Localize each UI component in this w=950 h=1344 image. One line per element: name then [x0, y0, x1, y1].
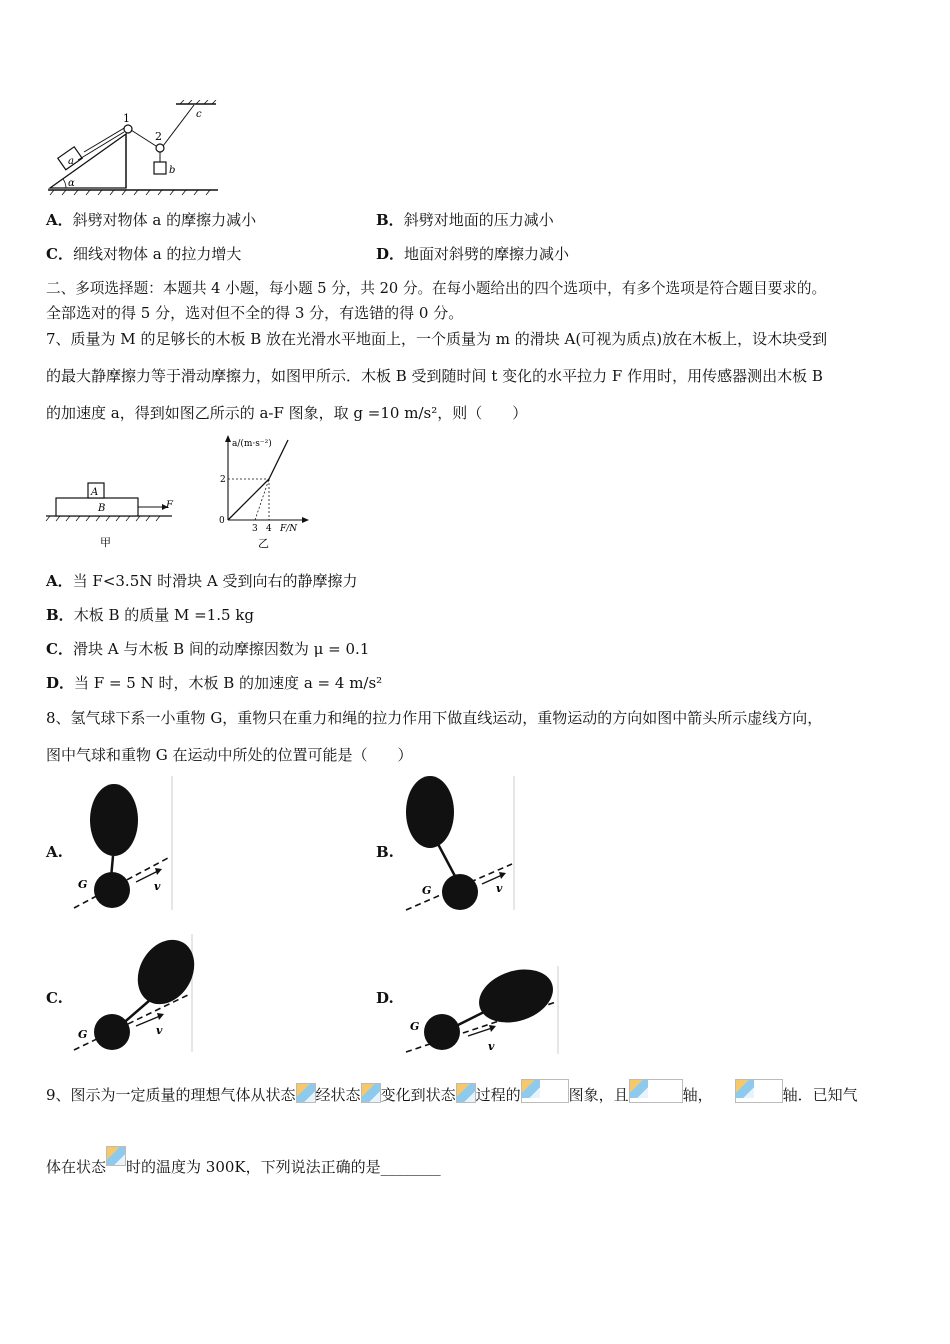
q6-option-c[interactable]: [46, 244, 241, 264]
broken-image-icon: [456, 1083, 476, 1103]
q7-option-a[interactable]: [46, 571, 358, 591]
q6-option-b[interactable]: [376, 210, 554, 230]
q8-line1: 8、氢气球下系一小重物 G，重物只在重力和绳的拉力作用下做直线运动，重物运动的方向如图中箭头所示虚线方向，: [46, 709, 823, 727]
option-text: 细线对物体 a 的拉力增大: [72, 245, 242, 263]
option-label: A．: [46, 572, 73, 590]
q8c-v-label: v: [156, 1024, 163, 1037]
q8a-g-label: G: [78, 878, 88, 891]
q6-label-a: a: [68, 156, 74, 167]
q8a-v-label: v: [154, 880, 161, 893]
q9-text-1: 9、图示为一定质量的理想气体从状态: [46, 1086, 296, 1104]
broken-image-icon: [361, 1083, 381, 1103]
option-text: 当 F<3.5N 时滑块 A 受到向右的静摩擦力: [72, 572, 358, 590]
q8c-g-label: G: [78, 1028, 88, 1041]
q6-label-alpha: α: [68, 178, 75, 189]
q6-label-2: 2: [155, 130, 162, 143]
q9-line2: [46, 1146, 441, 1186]
q9-text-9: 时的温度为 300K，下列说法正确的是________: [126, 1158, 441, 1176]
q7-option-d[interactable]: [46, 673, 382, 693]
option-text: 地面对斜劈的摩擦力减小: [404, 245, 570, 263]
q9-text-2: 经状态: [315, 1086, 361, 1104]
q7-option-c[interactable]: [46, 639, 369, 659]
q7-label-a: A: [91, 487, 99, 498]
q8b-v-label: v: [496, 882, 503, 895]
option-label: C．: [46, 245, 73, 263]
q6-label-b: b: [169, 165, 176, 176]
q8-option-c-label[interactable]: C.: [46, 989, 63, 1007]
option-label: D．: [46, 674, 75, 692]
option-text: 滑块 A 与木板 B 间的动摩擦因数为 μ = 0.1: [72, 640, 370, 658]
q9-text-6: 轴，: [682, 1086, 713, 1104]
broken-image-icon: [629, 1079, 683, 1103]
option-label: B．: [46, 606, 74, 624]
q8d-v-label: v: [488, 1040, 495, 1053]
section2-line2: 全部选对的得 5 分，选对但不全的得 3 分，有选错的得 0 分。: [46, 304, 464, 322]
q9-line1: [46, 1075, 858, 1115]
q7-x-tick2: 4: [266, 524, 272, 534]
q9-text-5: 图象，且: [568, 1086, 629, 1104]
broken-image-icon: [296, 1083, 316, 1103]
option-text: 斜劈对地面的压力减小: [403, 211, 554, 229]
q7-line1: 7、质量为 M 的足够长的木板 B 放在光滑水平地面上，一个质量为 m 的滑块 A(可视为质点)放在木板上，设木块受到: [46, 330, 828, 348]
q7-label-b: B: [98, 503, 106, 514]
q8-figure-a[interactable]: [72, 776, 176, 912]
section2-line1: 二、多项选择题：本题共 4 小题，每小题 5 分，共 20 分。在每小题给出的四个选项中，有多个选项是符合题目要求的。: [46, 280, 827, 297]
q8-option-a-label[interactable]: A.: [46, 843, 63, 861]
q7-x-tick1: 3: [252, 524, 258, 534]
q9-text-3: 变化到状态: [380, 1086, 456, 1104]
q6-option-d[interactable]: [376, 244, 569, 264]
q7-figure-jia: [44, 478, 184, 550]
option-label: C．: [46, 640, 73, 658]
option-text: 木板 B 的质量 M =1.5 kg: [73, 606, 255, 624]
q9-text-7: 轴．已知气: [782, 1086, 858, 1104]
option-label: B．: [376, 211, 404, 229]
q7-line3: 的加速度 a，得到如图乙所示的 a-F 图象，取 g =10 m/s²，则（ ）: [46, 404, 528, 422]
option-text: 斜劈对物体 a 的摩擦力减小: [72, 211, 257, 229]
broken-image-icon: [735, 1079, 783, 1103]
q7-label-f: F: [166, 500, 173, 511]
option-label: A．: [46, 211, 73, 229]
option-text: 当 F = 5 N 时，木板 B 的加速度 a = 4 m/s²: [74, 674, 383, 692]
q7-caption-yi: 乙: [258, 537, 269, 550]
q6-label-c: c: [196, 109, 202, 120]
q8-line2: 图中气球和重物 G 在运动中所处的位置可能是（ ）: [46, 746, 413, 764]
broken-image-icon: [521, 1079, 569, 1103]
option-label: D．: [376, 245, 405, 263]
q9-text-8: 体在状态: [46, 1158, 107, 1176]
q8-figure-b[interactable]: [404, 776, 518, 912]
q8d-g-label: G: [410, 1020, 420, 1033]
q8-option-b-label[interactable]: B.: [376, 843, 394, 861]
q8-figure-d[interactable]: [404, 966, 562, 1056]
q7-y-tick: 2: [220, 475, 226, 485]
q8-figure-c[interactable]: [72, 934, 196, 1054]
q6-figure: [44, 100, 224, 196]
q7-x-axis-label: F/N: [280, 524, 298, 534]
q8-option-d-label[interactable]: D.: [376, 989, 394, 1007]
q7-option-b[interactable]: [46, 605, 254, 625]
q8b-g-label: G: [422, 884, 432, 897]
q7-origin: 0: [219, 516, 225, 526]
q7-caption-jia: 甲: [100, 536, 111, 549]
q7-line2: 的最大静摩擦力等于滑动摩擦力，如图甲所示．木板 B 受到随时间 t 变化的水平拉力 F 作用时，用传感器测出木板 B: [46, 367, 823, 385]
q6-option-a[interactable]: [46, 210, 256, 230]
q9-text-4: 过程的: [475, 1086, 521, 1104]
q7-y-axis-label: a/(m·s⁻²): [232, 439, 272, 449]
q7-figure-yi: [214, 434, 314, 550]
broken-image-icon: [106, 1146, 126, 1166]
q6-label-1: 1: [123, 112, 130, 125]
